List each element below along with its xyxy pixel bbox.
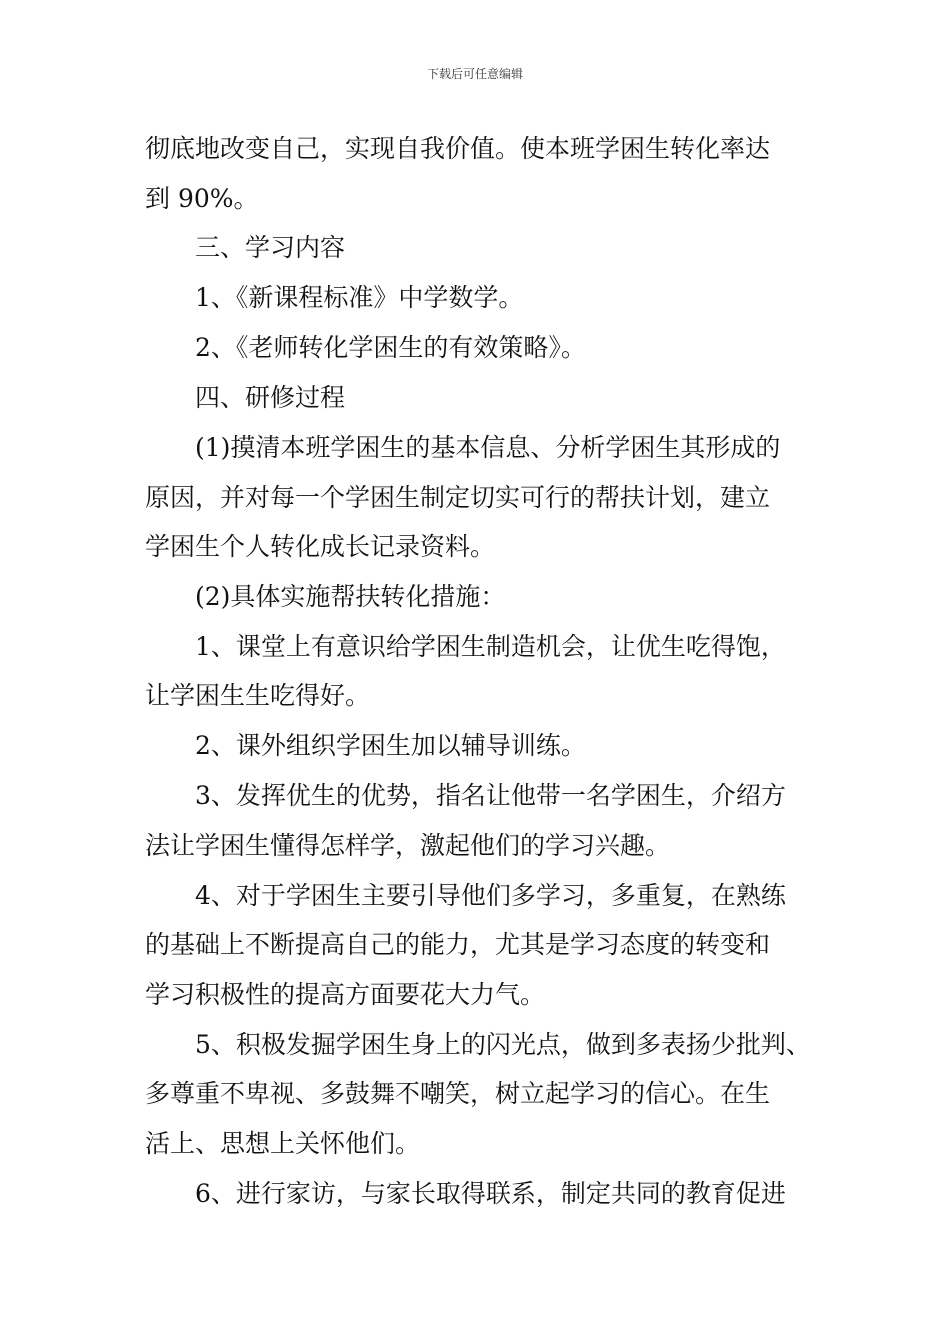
text-line: 的基础上不断提高自己的能力，尤其是学习态度的转变和 xyxy=(145,930,771,959)
section-heading: 三、学习内容 xyxy=(195,233,346,262)
text-line: 学困生个人转化成长记录资料。 xyxy=(145,532,496,561)
text-line: 学习积极性的提高方面要花大力气。 xyxy=(145,980,546,1009)
text-line: 1、课堂上有意识给学困生制造机会，让优生吃得饱， xyxy=(195,632,786,661)
text-line: 彻底地改变自己，实现自我价值。使本班学困生转化率达 xyxy=(145,134,771,163)
page-header-note: 下载后可任意编辑 xyxy=(426,67,523,81)
text-line: 活上、思想上关怀他们。 xyxy=(145,1129,421,1158)
section-heading: 四、研修过程 xyxy=(195,383,346,412)
text-line: 多尊重不卑视、多鼓舞不嘲笑，树立起学习的信心。在生 xyxy=(145,1079,771,1108)
text-line: 2、课外组织学困生加以辅导训练。 xyxy=(195,731,586,760)
text-line: 让学困生生吃得好。 xyxy=(145,681,371,710)
text-line: 4、对于学困生主要引导他们多学习，多重复，在熟练 xyxy=(195,881,786,910)
text-line: (2)具体实施帮扶转化措施： xyxy=(195,582,506,611)
text-line: 1、《新课程标准》中学数学。 xyxy=(195,283,524,312)
text-line: (1)摸清本班学困生的基本信息、分析学困生其形成的 xyxy=(195,433,781,462)
text-line: 2、《老师转化学困生的有效策略》。 xyxy=(195,333,586,362)
text-line: 6、进行家访，与家长取得联系，制定共同的教育促进 xyxy=(195,1179,786,1208)
text-line: 到 90%。 xyxy=(145,184,259,213)
text-line: 3、发挥优生的优势，指名让他带一名学困生，介绍方 xyxy=(195,781,786,810)
text-line: 5、积极发掘学困生身上的闪光点，做到多表扬少批判、 xyxy=(195,1030,811,1059)
text-line: 法让学困生懂得怎样学，激起他们的学习兴趣。 xyxy=(145,831,671,860)
text-line: 原因，并对每一个学困生制定切实可行的帮扶计划，建立 xyxy=(145,483,771,512)
